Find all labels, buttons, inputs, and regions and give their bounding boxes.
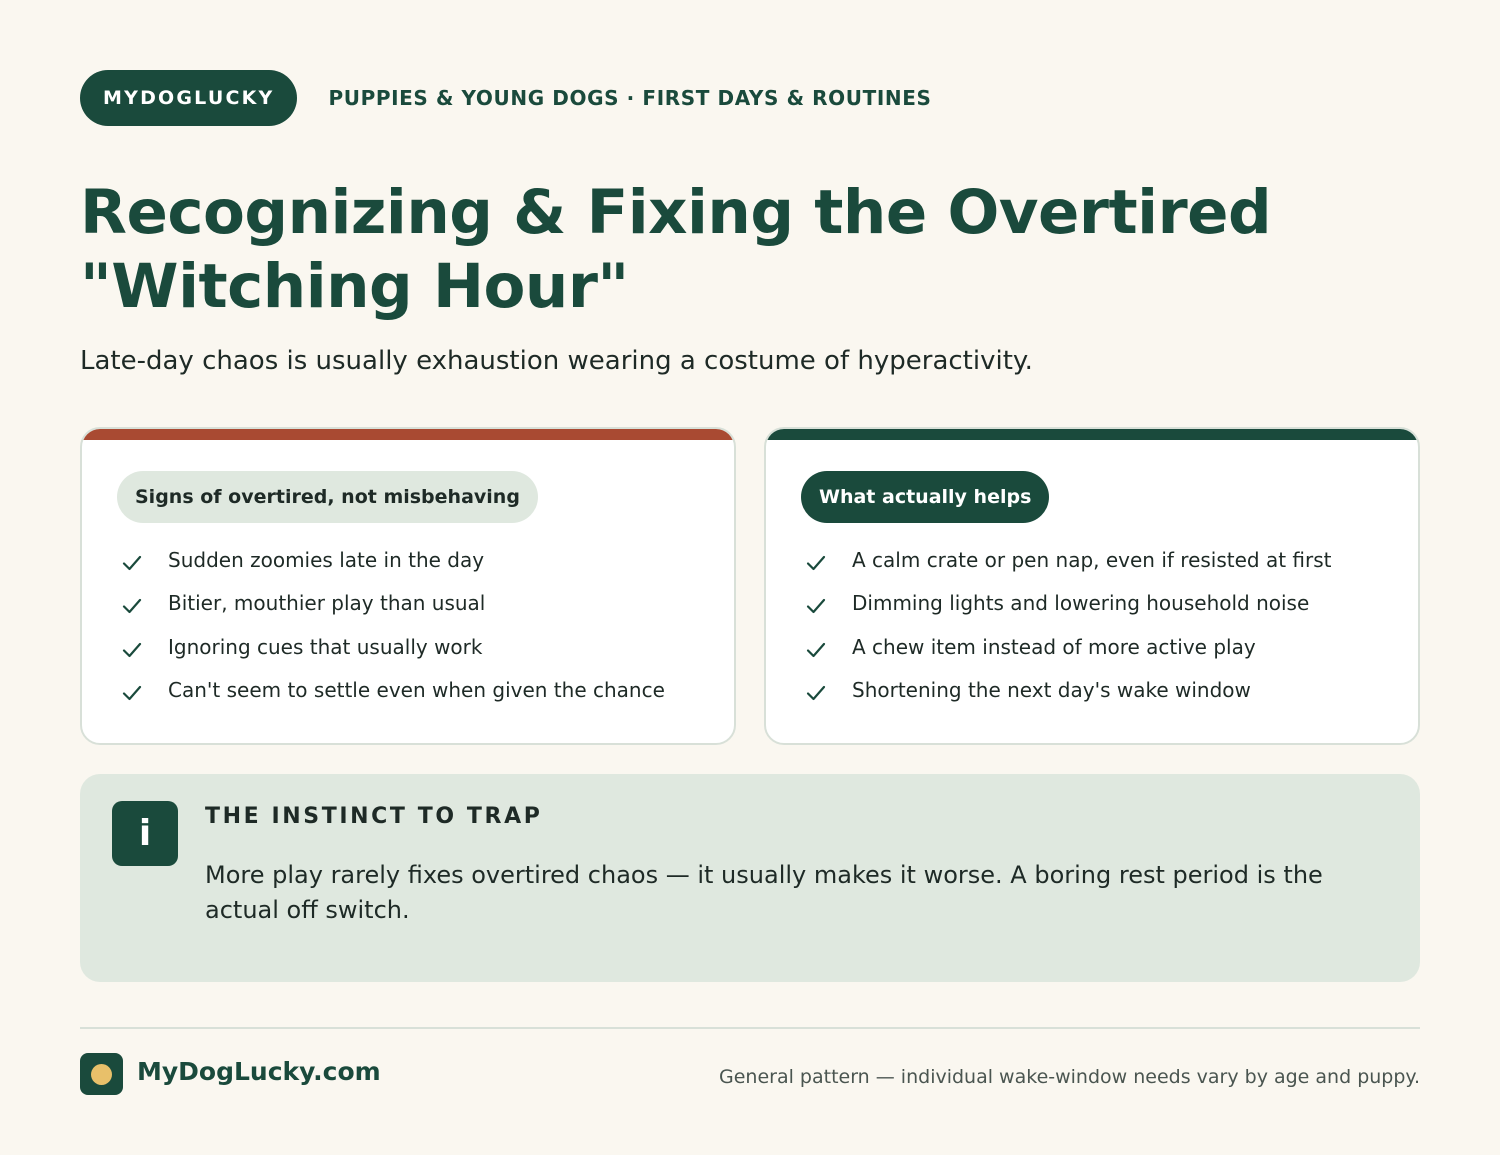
callout-body: More play rarely fixes overtired chaos — it usually makes it worse. A boring rest period is the actual off switch. <box>205 861 1323 924</box>
list-item <box>804 582 1332 626</box>
list-item-text: Sudden zoomies late in the day <box>168 547 485 572</box>
logo-icon <box>80 1053 123 1095</box>
title-line-1: Recognizing & Fixing the Overtired <box>80 177 1272 248</box>
list-item-text: Can't seem to settle even when given the chance <box>168 678 665 703</box>
page <box>80 70 1420 1088</box>
check-icon <box>804 551 828 575</box>
callout-heading: THE INSTINCT TO TRAP <box>205 804 543 829</box>
list-item-text: Ignoring cues that usually work <box>168 634 483 659</box>
cards-row <box>80 427 1420 745</box>
list-item-text: Shortening the next day's wake window <box>852 678 1251 703</box>
info-icon: i <box>112 801 178 866</box>
list-item-text: Bitier, mouthier play than usual <box>168 591 486 616</box>
footer <box>80 1053 1420 1095</box>
check-icon <box>804 638 828 662</box>
helps-list <box>804 538 1332 712</box>
signs-card-accent-bar <box>82 429 734 440</box>
check-icon <box>804 594 828 618</box>
category-breadcrumb: PUPPIES & YOUNG DOGS · FIRST DAYS & ROUTINES <box>328 86 932 110</box>
helps-card <box>764 427 1420 745</box>
callout-box <box>80 774 1420 982</box>
list-item-text: A chew item instead of more active play <box>852 634 1256 659</box>
topbar <box>80 70 1420 126</box>
title-line-2: "Witching Hour" <box>80 251 629 322</box>
check-icon <box>120 551 144 575</box>
check-icon <box>120 681 144 705</box>
list-item-text: Dimming lights and lowering household noise <box>852 591 1310 616</box>
footer-divider <box>80 1027 1420 1029</box>
helps-card-label: What actually helps <box>801 471 1049 523</box>
footer-note: General pattern — individual wake-window needs vary by age and puppy. <box>719 1066 1420 1088</box>
list-item <box>120 582 665 626</box>
signs-card-label: Signs of overtired, not misbehaving <box>117 471 538 523</box>
list-item <box>804 669 1332 713</box>
list-item <box>804 538 1332 582</box>
helps-card-accent-bar <box>766 429 1418 440</box>
page-subtitle: Late-day chaos is usually exhaustion wearing a costume of hyperactivity. <box>80 346 1033 376</box>
signs-list <box>120 538 665 712</box>
check-icon <box>120 594 144 618</box>
brand-badge: MYDOGLUCKY <box>80 70 297 126</box>
site-link[interactable]: MyDogLucky.com <box>137 1057 381 1086</box>
logo-dot <box>91 1064 112 1085</box>
signs-card <box>80 427 736 745</box>
check-icon <box>120 638 144 662</box>
list-item-text: A calm crate or pen nap, even if resisted at first <box>852 547 1332 572</box>
list-item <box>120 669 665 713</box>
list-item <box>120 625 665 669</box>
page-title <box>80 176 1420 324</box>
list-item <box>804 625 1332 669</box>
check-icon <box>804 681 828 705</box>
list-item <box>120 538 665 582</box>
